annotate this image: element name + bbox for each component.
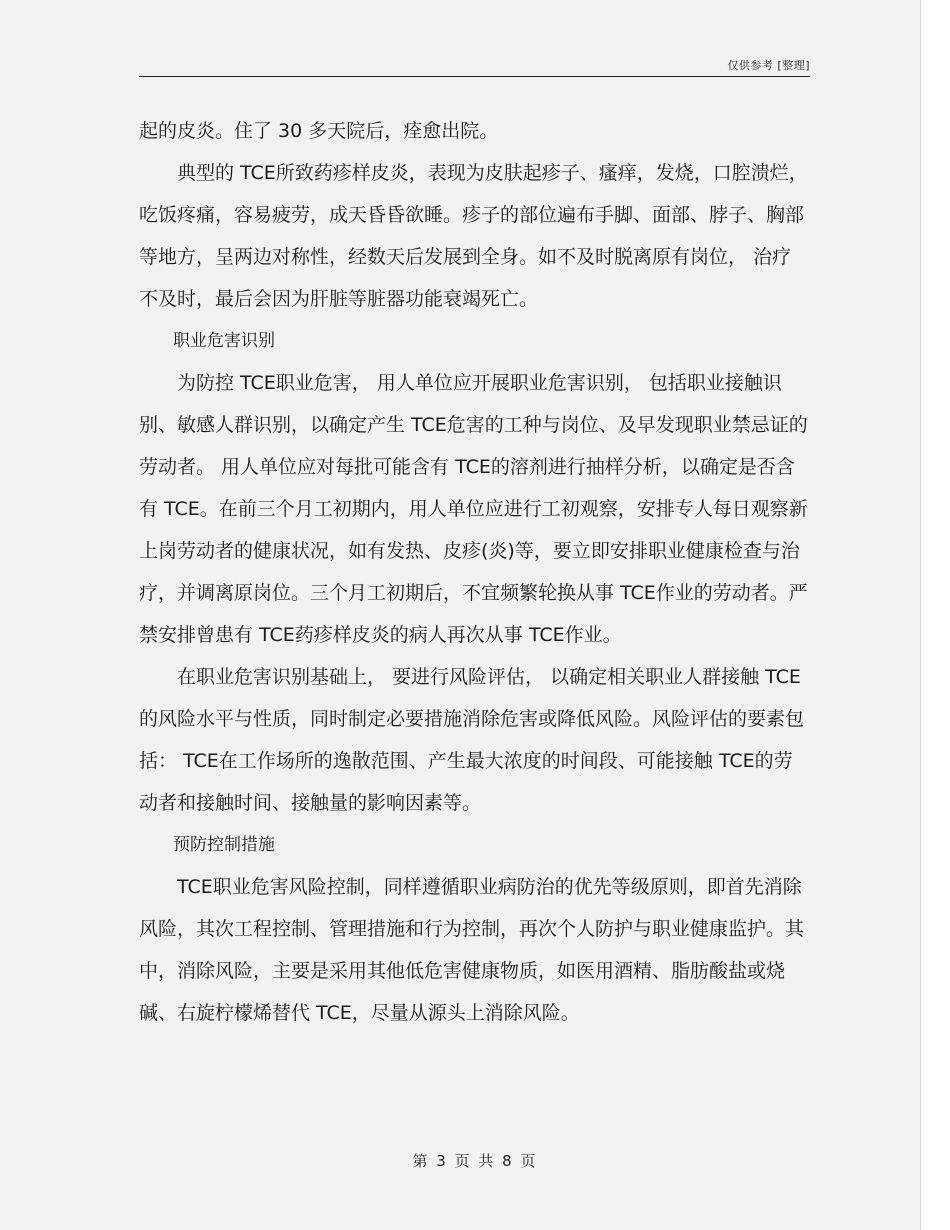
paragraph-continuation: 起的皮炎。住了 30 多天院后，痊愈出院。 — [139, 120, 499, 142]
paragraph-risk-control: TCE职业危害风险控制，同样遵循职业病防治的优先等级原则，即首先消除风险，其次工程控制、管理措施和行为控制，再次个人防护与职业健康监护。其中，消除风险，主要是采用其他低危害健康物质，如医用酒精、脂肪酸盐或烧碱、右旋柠檬烯替代 TCE，尽量从源头上消除风险。 — [139, 876, 805, 1024]
paragraph-risk-assessment: 在职业危害识别基础上， 要进行风险评估， 以确定相关职业人群接触 TCE的风险水平与性质，同时制定必要措施消除危害或降低风险。风险评估的要素包括： TCE在工作场所的逸散范围、产生最大浓度的时间段、可能接触 TCE的劳动者和接触时间、接触量的影响因素等。 — [139, 666, 805, 814]
document-body — [139, 110, 810, 1034]
paragraph-hazard-identification: 为防控 TCE职业危害， 用人单位应开展职业危害识别， 包括职业接触识别、敏感人群识别，以确定产生 TCE危害的工种与岗位、及早发现职业禁忌证的劳动者。 用人单位应对每批可能含有 TCE的溶剂进行抽样分析，以确定是否含有 TCE。在前三个月工初期内，用人单位应进行工初观察，安排专人每日观察新上岗劳动者的健康状况，如有发热、皮疹(炎)等，要立即安排职业健康检查与治疗，并调离原岗位。三个月工初期后，不宜频繁轮换从事 TCE作业的劳动者。严禁安排曾患有 TCE药疹样皮炎的病人再次从事 TCE作业。 — [139, 372, 808, 646]
page-footer: 第 3 页 共 8 页 — [412, 1152, 538, 1170]
paragraph-symptoms: 典型的 TCE所致药疹样皮炎，表现为皮肤起疹子、瘙痒，发烧，口腔溃烂，吃饭疼痛，容易疲劳，成天昏昏欲睡。疹子的部位遍布手脚、面部、脖子、胸部等地方，呈两边对称性，经数天后发展到全身。如不及时脱离原有岗位， 治疗不及时，最后会因为肝脏等脏器功能衰竭死亡。 — [139, 162, 808, 310]
section-heading-prevention: 预防控制措施 — [173, 835, 275, 855]
section-heading-hazard-identification: 职业危害识别 — [173, 331, 275, 351]
header-divider — [139, 76, 810, 77]
page-header: 仅供参考 [整理] — [727, 59, 810, 72]
